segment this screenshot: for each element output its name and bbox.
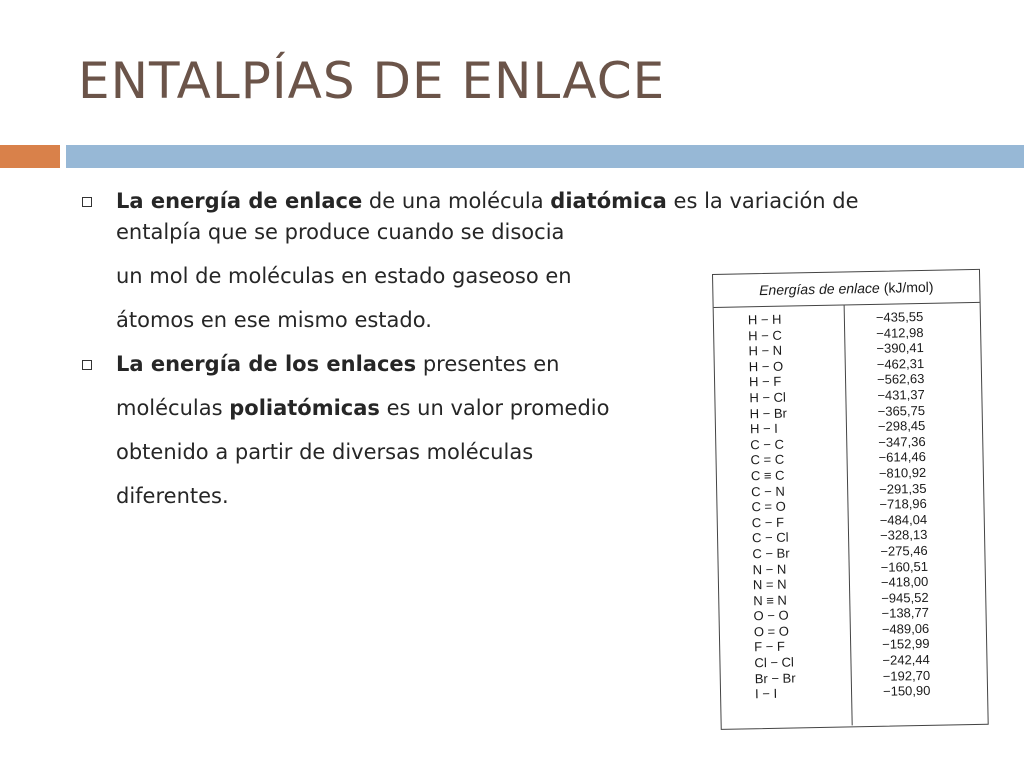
- energy-cell: −418,00: [880, 573, 929, 590]
- bond-cell: O − O: [753, 607, 789, 624]
- table-header: [713, 270, 980, 308]
- bond-cell: C − Cl: [751, 529, 789, 546]
- energy-cell: −152,99: [882, 636, 930, 653]
- energy-column: [844, 303, 988, 726]
- bond-cell: N = N: [752, 576, 787, 593]
- slide-title: ENTALPÍAS DE ENLACE: [78, 52, 666, 110]
- bond-cell: H − Br: [749, 405, 788, 421]
- table-header-label: Energías de enlace: [758, 279, 880, 299]
- energy-cell: −810,92: [878, 464, 927, 481]
- bond-cell: H − Cl: [749, 389, 787, 406]
- bullet-text-line: entalpía que se produce cuando se disocia: [116, 220, 565, 244]
- energy-cell: −347,36: [878, 433, 926, 450]
- energy-cell: −484,04: [879, 511, 928, 528]
- energy-cell: −328,13: [879, 527, 928, 544]
- bold-term: La energía de los enlaces: [116, 352, 417, 376]
- bullet-text-line: átomos en ese mismo estado.: [116, 308, 432, 332]
- energy-cell: −298,45: [877, 418, 926, 434]
- energy-cell: −275,46: [880, 542, 928, 559]
- title-underline-bar: [66, 145, 1024, 168]
- bullet-text-line: obtenido a partir de diversas moléculas: [116, 440, 534, 464]
- bond-cell: O = O: [753, 623, 790, 640]
- energy-cell: −614,46: [878, 449, 927, 466]
- bond-energy-table: [712, 269, 989, 730]
- bond-cell: N ≡ N: [753, 592, 788, 608]
- energy-cell: −138,77: [881, 605, 930, 622]
- bond-cell: H − C: [748, 327, 782, 343]
- bond-cell: H − H: [747, 311, 782, 328]
- bond-cell: C − C: [750, 436, 785, 453]
- energy-cell: −412,98: [876, 324, 924, 341]
- energy-cell: −242,44: [882, 651, 930, 668]
- bond-cell: C − N: [751, 483, 785, 499]
- bond-cell: C = C: [750, 451, 785, 468]
- table-header-units: (kJ/mol): [883, 278, 934, 296]
- energy-cell: −489,06: [881, 620, 930, 637]
- bond-cell: I − I: [754, 686, 778, 702]
- bond-cell: H − O: [748, 358, 784, 375]
- title-accent-bar: [0, 145, 60, 168]
- energy-cell: −192,70: [882, 667, 931, 684]
- energy-cell: −462,31: [876, 355, 925, 372]
- bullet-text-line: La energía de los enlaces presentes en: [116, 352, 560, 376]
- bond-column: [714, 305, 852, 727]
- energy-cell: −390,41: [876, 340, 924, 357]
- bond-cell: F − F: [754, 639, 786, 655]
- bullet-text-line: diferentes.: [116, 484, 229, 508]
- bullet-text-line: un mol de moléculas en estado gaseoso en: [116, 264, 572, 288]
- bond-cell: Br − Br: [754, 670, 796, 686]
- bond-cell: H − N: [748, 342, 783, 359]
- table-body: [714, 303, 988, 728]
- energy-cell: −562,63: [876, 371, 925, 388]
- bond-cell: C ≡ C: [750, 467, 785, 484]
- energy-cell: −160,51: [880, 558, 929, 575]
- bold-term: La energía de enlace: [116, 189, 363, 213]
- energy-cell: −365,75: [877, 402, 926, 419]
- bond-cell: C − Br: [752, 545, 790, 562]
- bond-cell: C − F: [751, 514, 785, 530]
- bold-term: poliatómicas: [229, 396, 380, 420]
- bond-cell: Cl − Cl: [754, 654, 794, 671]
- bullet-text-line: La energía de enlace de una molécula diatómica es la variación de: [116, 189, 859, 213]
- energy-cell: −431,37: [877, 386, 925, 403]
- energy-cell: −291,35: [879, 480, 927, 497]
- bond-cell: N − N: [752, 561, 787, 577]
- bond-cell: H − F: [748, 374, 782, 390]
- energy-cell: −718,96: [879, 496, 927, 512]
- energy-cell: −945,52: [881, 589, 929, 606]
- bold-term: diatómica: [550, 189, 667, 213]
- bullet-text-line: moléculas poliatómicas es un valor promedio: [116, 396, 610, 420]
- bullet-square-icon: [82, 360, 92, 370]
- energy-cell: −435,55: [875, 308, 924, 325]
- bond-cell: H − I: [749, 420, 778, 437]
- bond-cell: C = O: [751, 498, 786, 515]
- bullet-square-icon: [82, 197, 92, 207]
- energy-cell: −150,90: [882, 683, 931, 700]
